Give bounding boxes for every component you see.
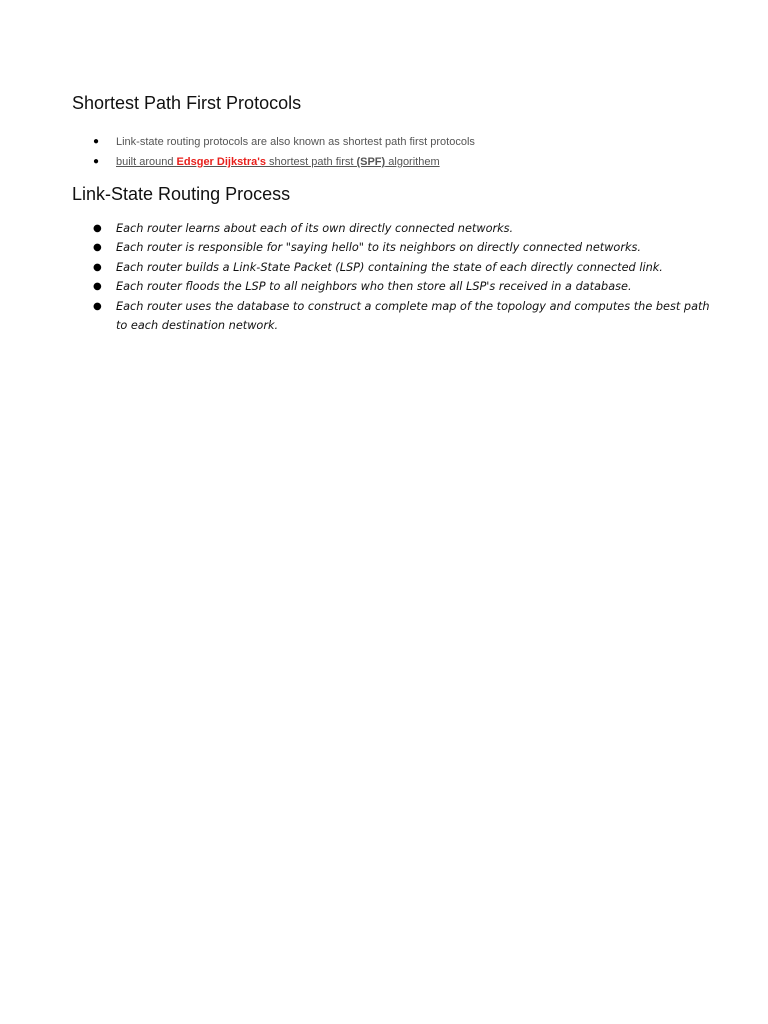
bullet-icon: ● <box>93 300 102 312</box>
bullet-icon: ● <box>93 281 102 293</box>
list-item <box>0 297 716 336</box>
bullet-icon: ● <box>93 261 102 273</box>
list-item <box>0 258 716 277</box>
list-item-text: Each router floods the LSP to all neighbors who then store all LSP's received in a database. <box>116 280 632 294</box>
bullet-icon: ● <box>93 136 100 147</box>
link-state-bullet-list <box>0 219 716 335</box>
list-item-text: Each router is responsible for "saying hello" to its neighbors on directly connected networks. <box>116 241 642 255</box>
list-item-text: Each router uses the database to construct a complete map of the topology and computes the best path to each destination network. <box>116 299 710 333</box>
list-item <box>0 132 716 152</box>
list-item <box>0 219 716 238</box>
bullet-icon: ● <box>93 242 102 254</box>
section-heading-link-state: Link-State Routing Process <box>72 184 291 204</box>
spf-abbreviation: (SPF) <box>356 156 386 168</box>
list-item <box>0 238 716 257</box>
spf-bullet-list <box>0 132 716 172</box>
list-item-text-suffix: algorithem <box>385 156 440 168</box>
bullet-icon: ● <box>93 223 102 234</box>
list-item-text: Each router builds a Link-State Packet (LSP) containing the state of each directly connected link. <box>116 260 663 274</box>
list-item <box>0 152 716 172</box>
list-item-text-middle: shortest path first <box>265 156 357 168</box>
list-item-text: Link-state routing protocols are also known as shortest path first protocols <box>116 136 475 148</box>
list-item <box>0 277 716 296</box>
bullet-icon: ● <box>93 156 100 167</box>
section-heading-spf: Shortest Path First Protocols <box>72 93 302 113</box>
list-item-text-prefix: built around <box>116 156 177 168</box>
dijkstra-name: Edsger Dijkstra's <box>176 156 266 168</box>
list-item-text: Each router learns about each of its own directly connected networks. <box>116 222 514 235</box>
